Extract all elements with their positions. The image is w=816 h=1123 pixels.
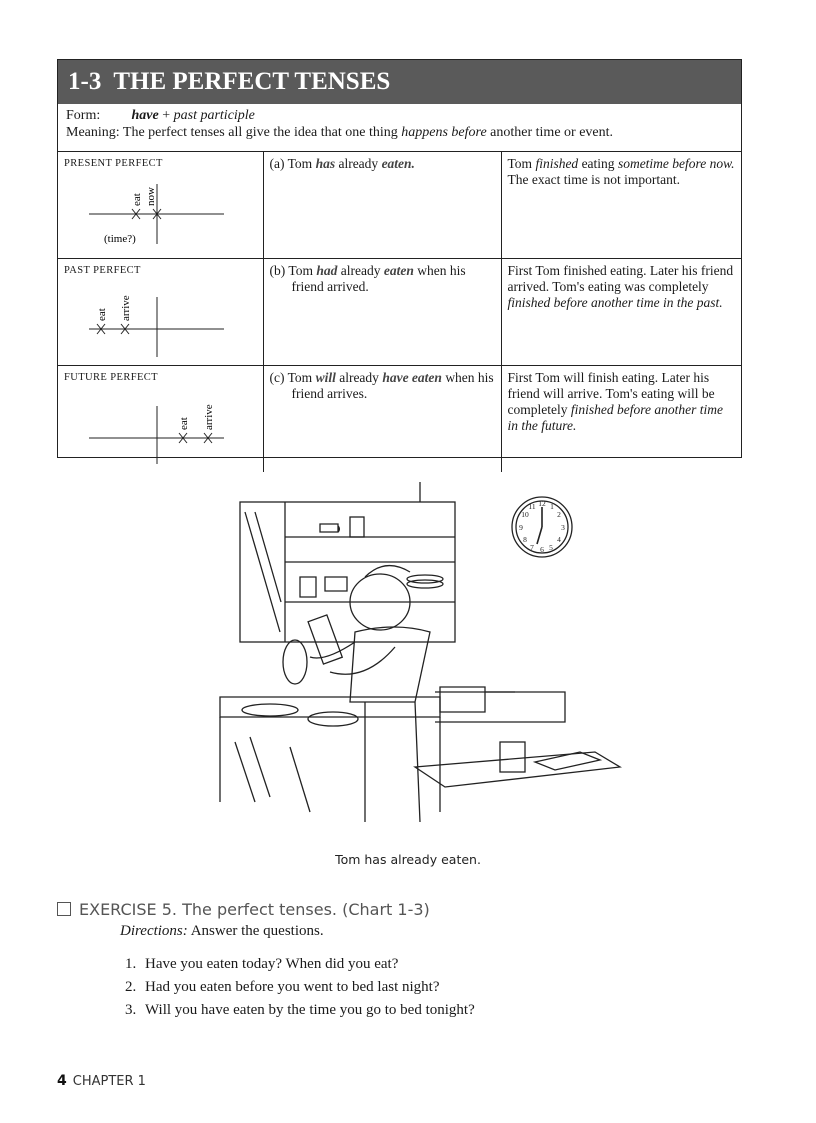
tense-table — [58, 152, 741, 472]
tense-name: FUTURE PERFECT — [64, 372, 158, 383]
directions-text: Answer the questions. — [190, 923, 324, 939]
tense-name: PRESENT PERFECT — [64, 158, 163, 169]
question-number: 1. — [125, 956, 137, 972]
meaning-part: sometime before now. — [617, 156, 735, 171]
meaning-part: finished — [535, 156, 579, 171]
form-label: Form: — [66, 108, 101, 123]
list-item — [125, 976, 475, 999]
example-cell — [263, 366, 501, 473]
label-arrive: arrive — [203, 404, 215, 430]
counter — [220, 697, 440, 717]
dish-icon — [283, 640, 307, 684]
example-cell — [263, 152, 501, 259]
meaning-part: First Tom finished eating. Later his friend arrived. Tom's eating was completely — [507, 263, 734, 294]
question-text: Had you eaten before you went to bed last night? — [145, 979, 440, 995]
label-time: (time?) — [104, 233, 136, 245]
example-text: already — [340, 263, 381, 278]
butter-dish-icon — [535, 752, 600, 770]
meaning-cell — [501, 366, 741, 473]
label-arrive: arrive — [120, 295, 132, 321]
svg-text:6: 6 — [540, 545, 544, 554]
exercise-directions — [120, 923, 324, 940]
form-plus: + — [162, 108, 171, 123]
meaning-part: First Tom will finish eating. Later his friend will arrive. Tom's eating will be completely — [507, 370, 715, 417]
sink-icon — [308, 712, 358, 726]
svg-text:3: 3 — [561, 523, 565, 532]
meaning-part: The exact time is not important. — [507, 172, 680, 187]
question-number: 2. — [125, 979, 137, 995]
example-letter: (b) — [269, 263, 286, 278]
table-row — [58, 366, 741, 473]
example-text: already — [339, 370, 379, 385]
exercise-title — [57, 900, 430, 919]
page-footer — [57, 1073, 146, 1089]
tense-cell — [58, 366, 263, 473]
timeline-diagram — [64, 279, 254, 357]
svg-text:7: 7 — [530, 543, 534, 552]
meaning-italic: happens before — [401, 125, 487, 140]
svg-text:9: 9 — [519, 523, 523, 532]
list-item — [125, 953, 475, 976]
meaning-part: Tom — [507, 156, 533, 171]
meaning-part: finished before another time in the past. — [507, 295, 723, 310]
example-letter: (c) — [269, 370, 285, 385]
tense-cell — [58, 259, 263, 366]
example-cell — [263, 259, 501, 366]
svg-text:11: 11 — [528, 502, 536, 511]
chart-title: THE PERFECT TENSES — [113, 68, 391, 95]
question-number: 3. — [125, 1002, 137, 1018]
meaning-cell — [501, 152, 741, 259]
chart-number: 1-3 — [68, 68, 102, 95]
example-text: Tom — [288, 263, 313, 278]
form-meaning-area — [58, 104, 741, 152]
example-verb: eaten. — [381, 156, 415, 171]
exercise-checkbox[interactable] — [57, 902, 71, 916]
example-verb: will — [315, 370, 336, 385]
table-row — [58, 152, 741, 259]
example-letter: (a) — [269, 156, 285, 171]
example-verb: had — [316, 263, 338, 278]
example-text: Tom — [287, 370, 313, 385]
chapter-label: CHAPTER 1 — [72, 1074, 146, 1089]
form-line — [66, 107, 733, 124]
svg-text:8: 8 — [523, 535, 527, 544]
example-verb: have eaten — [382, 370, 442, 385]
page-number: 4 — [57, 1073, 67, 1089]
question-text: Will you have eaten by the time you go to bed tonight? — [145, 1002, 475, 1018]
cups-icon — [300, 577, 347, 597]
example-text: when his friend arrived. — [291, 263, 466, 294]
meaning-part: eating — [581, 156, 615, 171]
meaning-text-1: The perfect tenses all give the idea that one thing — [122, 125, 398, 140]
label-eat: eat — [96, 308, 108, 321]
svg-text:5: 5 — [549, 543, 553, 552]
form-past-participle: past participle — [173, 108, 255, 123]
label-eat: eat — [178, 417, 190, 430]
label-eat: eat — [131, 193, 143, 206]
illustration-caption: Tom has already eaten. — [335, 852, 481, 867]
tense-name: PAST PERFECT — [64, 265, 141, 276]
example-text: already — [338, 156, 379, 171]
svg-text:10: 10 — [521, 510, 529, 519]
tense-cell — [58, 152, 263, 259]
label-now: now — [145, 187, 157, 206]
pot-icon — [440, 687, 515, 712]
svg-text:2: 2 — [557, 510, 561, 519]
example-verb: has — [315, 156, 336, 171]
meaning-label: Meaning: — [66, 125, 120, 140]
form-have: have — [131, 108, 159, 123]
timeline-diagram — [64, 386, 254, 464]
exercise-title-text: EXERCISE 5. The perfect tenses. (Chart 1-3) — [79, 900, 430, 919]
meaning-line — [66, 124, 733, 141]
stove — [435, 692, 565, 722]
meaning-part: finished before another time in the future. — [507, 402, 723, 433]
meaning-text-2: another time or event. — [490, 125, 614, 140]
glass-icon — [500, 742, 525, 772]
question-text: Have you eaten today? When did you eat? — [145, 956, 399, 972]
example-text: when his friend arrives. — [291, 370, 494, 401]
svg-text:1: 1 — [550, 502, 554, 511]
person-body — [350, 627, 430, 702]
cup-icon — [320, 524, 339, 532]
table-row — [58, 259, 741, 366]
plate-icon — [242, 704, 298, 716]
chart-header — [58, 60, 741, 104]
list-item — [125, 999, 475, 1022]
grammar-chart — [57, 59, 742, 458]
example-text: Tom — [287, 156, 313, 171]
directions-label: Directions: — [120, 923, 188, 939]
mug-icon — [350, 517, 364, 537]
kitchen-illustration — [215, 482, 625, 832]
svg-text:4: 4 — [557, 535, 561, 544]
svg-text:12: 12 — [538, 499, 546, 508]
question-list — [125, 953, 475, 1022]
table — [415, 752, 620, 787]
example-verb: eaten — [383, 263, 414, 278]
timeline-diagram — [64, 172, 254, 250]
meaning-cell — [501, 259, 741, 366]
